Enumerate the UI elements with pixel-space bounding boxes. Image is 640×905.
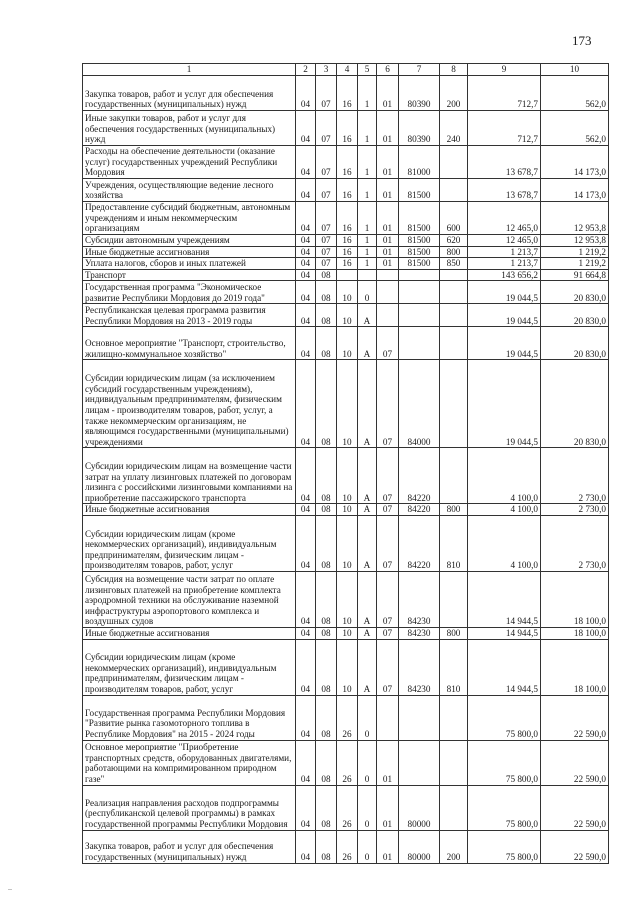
subprogram-code-cell: А [358, 571, 377, 627]
program-code-cell: 10 [337, 504, 358, 516]
amount-year2-cell: 562,0 [541, 111, 609, 146]
amount-year1-cell: 14 944,5 [468, 639, 541, 695]
row-name-cell: Иные закупки товаров, работ и услуг для обеспечения государственных (муниципальных) нужд [83, 111, 296, 146]
activity-code-cell: 07 [377, 627, 399, 639]
table-body [83, 76, 609, 864]
subsection-code-cell: 08 [316, 269, 337, 281]
row-name-cell: Государственная программа Республики Мордовия "Развитие рынка газомоторного топлива в Республике Мордовия" на 2015 - 2024 годы [83, 695, 296, 740]
table-row [83, 246, 609, 258]
activity-code-cell: 01 [377, 830, 399, 863]
subsection-code-cell: 07 [316, 235, 337, 247]
amount-year2-cell: 14 173,0 [541, 179, 609, 202]
direction-code-cell: 84230 [399, 571, 440, 627]
table-row [83, 76, 609, 111]
subprogram-code-cell: 1 [358, 76, 377, 111]
row-name-cell: Иные бюджетные ассигнования [83, 627, 296, 639]
activity-code-cell: 07 [377, 448, 399, 504]
table-row [83, 830, 609, 863]
row-name-cell: Субсидии юридическим лицам (за исключением субсидий государственным учреждениям), индивидуальным предпринимателям, физическим лицам - производителям товаров, работ, услуг, а также некоммерческим организациям, не являющимся государственными (муниципальными) учреждениями [83, 360, 296, 448]
row-name-cell: Расходы на обеспечение деятельности (оказание услуг) государственных учреждений Республики Мордовия [83, 146, 296, 179]
direction-code-cell: 80000 [399, 785, 440, 830]
subsection-code-cell: 07 [316, 202, 337, 235]
table-row [83, 785, 609, 830]
section-code-cell: 04 [296, 740, 316, 785]
activity-code-cell [377, 269, 399, 281]
direction-code-cell: 81000 [399, 146, 440, 179]
direction-code-cell: 80390 [399, 111, 440, 146]
expense-type-cell: 240 [440, 111, 468, 146]
section-code-cell: 04 [296, 360, 316, 448]
activity-code-cell: 01 [377, 202, 399, 235]
activity-code-cell: 07 [377, 327, 399, 360]
direction-code-cell: 81500 [399, 179, 440, 202]
expense-type-cell: 800 [440, 627, 468, 639]
amount-year2-cell: 20 830,0 [541, 327, 609, 360]
table-row [83, 504, 609, 516]
expense-type-cell [440, 695, 468, 740]
section-code-cell: 04 [296, 111, 316, 146]
subsection-code-cell: 07 [316, 179, 337, 202]
activity-code-cell: 01 [377, 146, 399, 179]
subsection-code-cell: 08 [316, 360, 337, 448]
expense-type-cell [440, 571, 468, 627]
subprogram-code-cell: 1 [358, 235, 377, 247]
row-name-cell: Иные бюджетные ассигнования [83, 246, 296, 258]
section-code-cell: 04 [296, 179, 316, 202]
amount-year1-cell: 13 678,7 [468, 179, 541, 202]
table-row [83, 627, 609, 639]
amount-year2-cell: 562,0 [541, 76, 609, 111]
subprogram-code-cell: А [358, 639, 377, 695]
row-name-cell: Субсидии юридическим лицам (кроме некоммерческих организаций), индивидуальным предпринимателям, физическим лицам - производителям товаров, работ, услуг [83, 515, 296, 571]
row-name-cell: Субсидии автономным учреждениям [83, 235, 296, 247]
amount-year1-cell: 75 800,0 [468, 740, 541, 785]
subsection-code-cell: 08 [316, 281, 337, 304]
expense-type-cell: 850 [440, 258, 468, 270]
expense-type-cell: 800 [440, 504, 468, 516]
direction-code-cell: 84230 [399, 627, 440, 639]
amount-year1-cell: 14 944,5 [468, 627, 541, 639]
section-code-cell: 04 [296, 639, 316, 695]
program-code-cell: 26 [337, 830, 358, 863]
amount-year2-cell: 18 100,0 [541, 627, 609, 639]
column-header-10: 10 [541, 64, 609, 76]
section-code-cell: 04 [296, 235, 316, 247]
subprogram-code-cell: А [358, 504, 377, 516]
amount-year1-cell: 75 800,0 [468, 785, 541, 830]
table-header [83, 64, 609, 76]
direction-code-cell: 84230 [399, 639, 440, 695]
amount-year1-cell: 712,7 [468, 76, 541, 111]
row-name-cell: Субсидия на возмещение части затрат по оплате лизинговых платежей на приобретение комплекта аэродромной техники на обслуживание наземной инфраструктуры аэропортового комплекса и воздушных судов [83, 571, 296, 627]
program-code-cell: 10 [337, 448, 358, 504]
column-header-9: 9 [468, 64, 541, 76]
section-code-cell: 04 [296, 504, 316, 516]
direction-code-cell [399, 695, 440, 740]
program-code-cell: 10 [337, 627, 358, 639]
amount-year2-cell: 12 953,8 [541, 202, 609, 235]
section-code-cell: 04 [296, 202, 316, 235]
direction-code-cell: 80000 [399, 830, 440, 863]
table-row [83, 515, 609, 571]
table-row [83, 269, 609, 281]
expense-type-cell [440, 146, 468, 179]
direction-code-cell: 80390 [399, 76, 440, 111]
program-code-cell: 16 [337, 111, 358, 146]
section-code-cell: 04 [296, 695, 316, 740]
amount-year1-cell: 4 100,0 [468, 448, 541, 504]
section-code-cell: 04 [296, 304, 316, 327]
activity-code-cell: 01 [377, 258, 399, 270]
expense-type-cell [440, 281, 468, 304]
table-header-row [83, 64, 609, 76]
amount-year2-cell: 22 590,0 [541, 830, 609, 863]
activity-code-cell: 07 [377, 639, 399, 695]
activity-code-cell: 07 [377, 515, 399, 571]
table-row [83, 202, 609, 235]
activity-code-cell: 01 [377, 235, 399, 247]
expense-type-cell: 200 [440, 830, 468, 863]
direction-code-cell [399, 304, 440, 327]
section-code-cell: 04 [296, 830, 316, 863]
section-code-cell: 04 [296, 269, 316, 281]
section-code-cell: 04 [296, 246, 316, 258]
subsection-code-cell: 08 [316, 571, 337, 627]
amount-year2-cell: 22 590,0 [541, 785, 609, 830]
program-code-cell: 10 [337, 360, 358, 448]
program-code-cell: 10 [337, 571, 358, 627]
program-code-cell: 16 [337, 235, 358, 247]
amount-year2-cell: 20 830,0 [541, 304, 609, 327]
amount-year2-cell: 2 730,0 [541, 504, 609, 516]
section-code-cell: 04 [296, 327, 316, 360]
subprogram-code-cell: 0 [358, 695, 377, 740]
budget-table [82, 63, 609, 864]
direction-code-cell [399, 269, 440, 281]
page-number: 173 [572, 33, 592, 48]
table-row [83, 327, 609, 360]
amount-year1-cell: 1 213,7 [468, 246, 541, 258]
row-name-cell: Закупка товаров, работ и услуг для обеспечения государственных (муниципальных) нужд [83, 76, 296, 111]
direction-code-cell: 84220 [399, 515, 440, 571]
expense-type-cell [440, 785, 468, 830]
program-code-cell: 10 [337, 639, 358, 695]
subsection-code-cell: 08 [316, 695, 337, 740]
subsection-code-cell: 08 [316, 504, 337, 516]
expense-type-cell: 800 [440, 246, 468, 258]
subsection-code-cell: 08 [316, 627, 337, 639]
row-name-cell: Уплата налогов, сборов и иных платежей [83, 258, 296, 270]
direction-code-cell: 84220 [399, 504, 440, 516]
subprogram-code-cell: 0 [358, 281, 377, 304]
subprogram-code-cell: 0 [358, 740, 377, 785]
row-name-cell: Субсидии юридическим лицам (кроме некоммерческих организаций), индивидуальным предпринимателям, физическим лицам - производителям товаров, работ, услуг [83, 639, 296, 695]
activity-code-cell: 07 [377, 571, 399, 627]
subsection-code-cell: 08 [316, 327, 337, 360]
row-name-cell: Иные бюджетные ассигнования [83, 504, 296, 516]
direction-code-cell: 81500 [399, 258, 440, 270]
program-code-cell: 16 [337, 76, 358, 111]
table-row [83, 571, 609, 627]
row-name-cell: Закупка товаров, работ и услуг для обеспечения государственных (муниципальных) нужд [83, 830, 296, 863]
subsection-code-cell: 08 [316, 830, 337, 863]
program-code-cell: 10 [337, 515, 358, 571]
table-row [83, 258, 609, 270]
expense-type-cell: 200 [440, 76, 468, 111]
subprogram-code-cell: А [358, 327, 377, 360]
program-code-cell: 10 [337, 327, 358, 360]
subsection-code-cell: 07 [316, 246, 337, 258]
amount-year2-cell: 2 730,0 [541, 448, 609, 504]
amount-year1-cell: 1 213,7 [468, 258, 541, 270]
section-code-cell: 04 [296, 258, 316, 270]
activity-code-cell: 01 [377, 785, 399, 830]
subsection-code-cell: 08 [316, 639, 337, 695]
row-name-cell: Основное мероприятие "Транспорт, строительство, жилищно-коммунальное хозяйство" [83, 327, 296, 360]
subprogram-code-cell: 1 [358, 246, 377, 258]
section-code-cell: 04 [296, 146, 316, 179]
activity-code-cell: 07 [377, 360, 399, 448]
amount-year1-cell: 143 656,2 [468, 269, 541, 281]
expense-type-cell [440, 360, 468, 448]
expense-type-cell: 810 [440, 515, 468, 571]
direction-code-cell [399, 327, 440, 360]
amount-year2-cell: 2 730,0 [541, 515, 609, 571]
subprogram-code-cell [358, 269, 377, 281]
expense-type-cell: 810 [440, 639, 468, 695]
column-header-8: 8 [440, 64, 468, 76]
amount-year1-cell: 75 800,0 [468, 830, 541, 863]
amount-year1-cell: 19 044,5 [468, 304, 541, 327]
row-name-cell: Республиканская целевая программа развития Республики Мордовия на 2013 - 2019 годы [83, 304, 296, 327]
column-header-5: 5 [358, 64, 377, 76]
program-code-cell: 16 [337, 202, 358, 235]
amount-year1-cell: 4 100,0 [468, 504, 541, 516]
expense-type-cell [440, 448, 468, 504]
column-header-7: 7 [399, 64, 440, 76]
amount-year2-cell: 20 830,0 [541, 281, 609, 304]
activity-code-cell: 01 [377, 740, 399, 785]
section-code-cell: 04 [296, 785, 316, 830]
direction-code-cell: 84220 [399, 448, 440, 504]
subprogram-code-cell: 1 [358, 202, 377, 235]
subprogram-code-cell: 1 [358, 111, 377, 146]
subsection-code-cell: 08 [316, 785, 337, 830]
direction-code-cell: 81500 [399, 235, 440, 247]
column-header-6: 6 [377, 64, 399, 76]
subprogram-code-cell: А [358, 515, 377, 571]
amount-year1-cell: 12 465,0 [468, 202, 541, 235]
table-row [83, 695, 609, 740]
program-code-cell [337, 269, 358, 281]
row-name-cell: Предоставление субсидий бюджетным, автономным учреждениям и иным некоммерческим организациям [83, 202, 296, 235]
subsection-code-cell: 07 [316, 111, 337, 146]
activity-code-cell [377, 281, 399, 304]
subprogram-code-cell: 1 [358, 179, 377, 202]
subprogram-code-cell: 0 [358, 785, 377, 830]
expense-type-cell: 620 [440, 235, 468, 247]
subsection-code-cell: 07 [316, 76, 337, 111]
direction-code-cell [399, 740, 440, 785]
activity-code-cell [377, 695, 399, 740]
table-row [83, 304, 609, 327]
program-code-cell: 16 [337, 146, 358, 179]
table-row [83, 448, 609, 504]
activity-code-cell: 01 [377, 179, 399, 202]
program-code-cell: 16 [337, 179, 358, 202]
expense-type-cell [440, 304, 468, 327]
program-code-cell: 10 [337, 304, 358, 327]
amount-year2-cell: 14 173,0 [541, 146, 609, 179]
direction-code-cell: 81500 [399, 246, 440, 258]
amount-year1-cell: 19 044,5 [468, 281, 541, 304]
subsection-code-cell: 08 [316, 740, 337, 785]
subprogram-code-cell: А [358, 304, 377, 327]
section-code-cell: 04 [296, 76, 316, 111]
table-row [83, 179, 609, 202]
amount-year2-cell: 22 590,0 [541, 740, 609, 785]
section-code-cell: 04 [296, 627, 316, 639]
table-row [83, 235, 609, 247]
subprogram-code-cell: 0 [358, 830, 377, 863]
column-header-2: 2 [296, 64, 316, 76]
program-code-cell: 26 [337, 695, 358, 740]
program-code-cell: 10 [337, 281, 358, 304]
amount-year2-cell: 91 664,8 [541, 269, 609, 281]
expense-type-cell [440, 327, 468, 360]
program-code-cell: 16 [337, 258, 358, 270]
subsection-code-cell: 07 [316, 258, 337, 270]
amount-year1-cell: 19 044,5 [468, 327, 541, 360]
subsection-code-cell: 07 [316, 146, 337, 179]
subsection-code-cell: 08 [316, 515, 337, 571]
margin-mark: .. [8, 883, 12, 892]
activity-code-cell [377, 304, 399, 327]
amount-year1-cell: 712,7 [468, 111, 541, 146]
amount-year1-cell: 14 944,5 [468, 571, 541, 627]
subsection-code-cell: 08 [316, 304, 337, 327]
section-code-cell: 04 [296, 515, 316, 571]
program-code-cell: 26 [337, 740, 358, 785]
row-name-cell: Реализация направления расходов подпрограммы (республиканской целевой программы) в рамках государственной программы Республики Мордовия [83, 785, 296, 830]
expense-type-cell [440, 179, 468, 202]
direction-code-cell: 81500 [399, 202, 440, 235]
amount-year1-cell: 13 678,7 [468, 146, 541, 179]
expense-type-cell [440, 269, 468, 281]
subprogram-code-cell: А [358, 360, 377, 448]
column-header-4: 4 [337, 64, 358, 76]
activity-code-cell: 07 [377, 504, 399, 516]
amount-year1-cell: 75 800,0 [468, 695, 541, 740]
row-name-cell: Учреждения, осуществляющие ведение лесного хозяйства [83, 179, 296, 202]
amount-year2-cell: 12 953,8 [541, 235, 609, 247]
column-header-1: 1 [83, 64, 296, 76]
table-row [83, 740, 609, 785]
amount-year2-cell: 18 100,0 [541, 571, 609, 627]
amount-year1-cell: 12 465,0 [468, 235, 541, 247]
table-row [83, 111, 609, 146]
table-row [83, 360, 609, 448]
subprogram-code-cell: 1 [358, 146, 377, 179]
section-code-cell: 04 [296, 571, 316, 627]
subprogram-code-cell: 1 [358, 258, 377, 270]
row-name-cell: Государственная программа "Экономическое развитие Республики Мордовия до 2019 года" [83, 281, 296, 304]
program-code-cell: 16 [337, 246, 358, 258]
subprogram-code-cell: А [358, 448, 377, 504]
amount-year2-cell: 18 100,0 [541, 639, 609, 695]
table-row [83, 281, 609, 304]
row-name-cell: Основное мероприятие "Приобретение транспортных средств, оборудованных двигателями, работающими на компримированном природном газе" [83, 740, 296, 785]
amount-year2-cell: 20 830,0 [541, 360, 609, 448]
section-code-cell: 04 [296, 448, 316, 504]
amount-year2-cell: 1 219,2 [541, 246, 609, 258]
amount-year1-cell: 4 100,0 [468, 515, 541, 571]
section-code-cell: 04 [296, 281, 316, 304]
amount-year2-cell: 1 219,2 [541, 258, 609, 270]
row-name-cell: Транспорт [83, 269, 296, 281]
table-row [83, 639, 609, 695]
expense-type-cell [440, 740, 468, 785]
amount-year1-cell: 19 044,5 [468, 360, 541, 448]
table-row [83, 146, 609, 179]
expense-type-cell: 600 [440, 202, 468, 235]
subprogram-code-cell: А [358, 627, 377, 639]
column-header-3: 3 [316, 64, 337, 76]
amount-year2-cell: 22 590,0 [541, 695, 609, 740]
direction-code-cell [399, 281, 440, 304]
activity-code-cell: 01 [377, 246, 399, 258]
program-code-cell: 26 [337, 785, 358, 830]
activity-code-cell: 01 [377, 76, 399, 111]
subsection-code-cell: 08 [316, 448, 337, 504]
row-name-cell: Субсидии юридическим лицам на возмещение части затрат на уплату лизинговых платежей по договорам лизинга с российскими лизинговыми компаниями на приобретение пассажирского транспорта [83, 448, 296, 504]
activity-code-cell: 01 [377, 111, 399, 146]
direction-code-cell: 84000 [399, 360, 440, 448]
